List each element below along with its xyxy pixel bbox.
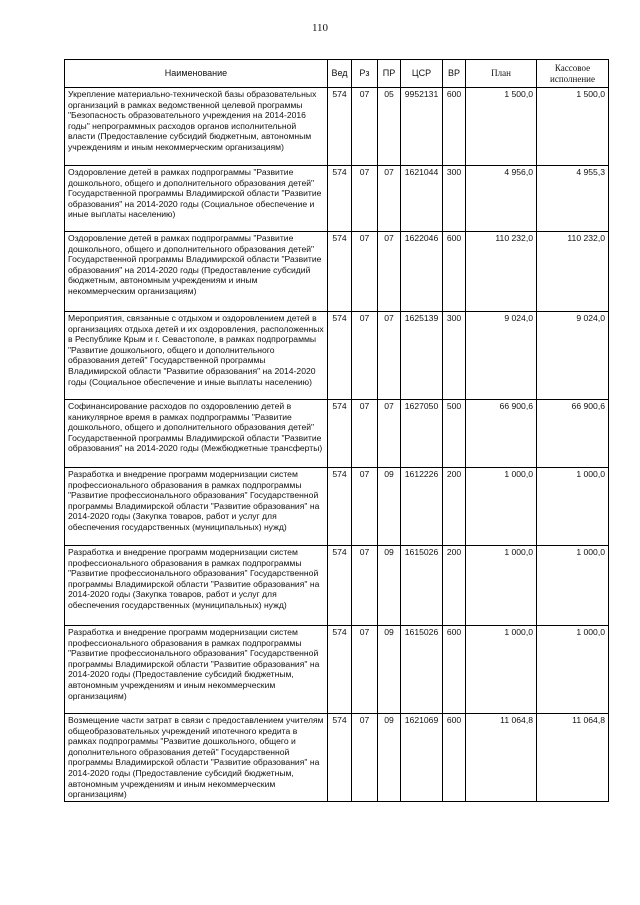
cell-vr: 600 [443, 626, 466, 714]
cell-kassa: 1 000,0 [537, 546, 609, 626]
cell-rz: 07 [352, 626, 378, 714]
header-row [65, 60, 609, 88]
cell-pr: 09 [378, 468, 401, 546]
table-row [65, 626, 609, 714]
header-kassa: Кассовое исполнение [537, 60, 609, 88]
cell-ved: 574 [328, 626, 352, 714]
cell-plan: 66 900,6 [466, 400, 537, 468]
cell-csr: 1615026 [401, 626, 443, 714]
cell-vr: 200 [443, 546, 466, 626]
table-row [65, 400, 609, 468]
cell-kassa: 4 955,3 [537, 166, 609, 232]
cell-vr: 600 [443, 714, 466, 802]
cell-name: Мероприятия, связанные с отдыхом и оздоровлением детей в организациях отдыха детей и их оздоровления, расположенных в Республике Крым и г. Севастополе, в рамках подпрограммы "Развитие дошкольного, общего и дополнительного образования детей" Государственной программы Владимирской области "Развитие образования" на 2014-2020 годы (Социальное обеспечение и иные выплаты населению) [65, 312, 328, 400]
cell-rz: 07 [352, 714, 378, 802]
cell-name: Разработка и внедрение программ модернизации систем профессионального образования в рамках подпрограммы "Развитие профессионального образования" Государственной программы Владимирской области "Развитие образования" на 2014-2020 годы (Предоставление субсидий бюджетным, автономным учреждениям и иным некоммерческим организациям) [65, 626, 328, 714]
cell-ved: 574 [328, 312, 352, 400]
cell-vr: 200 [443, 468, 466, 546]
cell-name: Возмещение части затрат в связи с предоставлением учителям общеобразовательных учреждений ипотечного кредита в рамках подпрограммы "Развитие дошкольного, общего и дополнительного образования детей" Государственной программы Владимирской области "Развитие образования" на 2014-2020 годы (Предоставление субсидий бюджетным, автономным учреждениям и иным некоммерческим организациям) [65, 714, 328, 802]
table-row [65, 714, 609, 802]
header-plan: План [466, 60, 537, 88]
cell-pr: 09 [378, 546, 401, 626]
cell-vr: 300 [443, 312, 466, 400]
header-csr: ЦСР [401, 60, 443, 88]
cell-ved: 574 [328, 468, 352, 546]
table-row [65, 88, 609, 166]
table-row [65, 232, 609, 312]
cell-ved: 574 [328, 166, 352, 232]
cell-kassa: 9 024,0 [537, 312, 609, 400]
table-row [65, 546, 609, 626]
cell-csr: 1625139 [401, 312, 443, 400]
cell-ved: 574 [328, 232, 352, 312]
cell-ved: 574 [328, 88, 352, 166]
cell-csr: 9952131 [401, 88, 443, 166]
cell-csr: 1612226 [401, 468, 443, 546]
cell-csr: 1621069 [401, 714, 443, 802]
cell-pr: 07 [378, 232, 401, 312]
cell-vr: 600 [443, 232, 466, 312]
cell-plan: 9 024,0 [466, 312, 537, 400]
cell-pr: 09 [378, 626, 401, 714]
cell-name: Оздоровление детей в рамках подпрограммы "Развитие дошкольного, общего и дополнительного образования детей" Государственной программы Владимирской области "Развитие образования" на 2014-2020 годы (Социальное обеспечение и иные выплаты населению) [65, 166, 328, 232]
cell-name: Разработка и внедрение программ модернизации систем профессионального образования в рамках подпрограммы "Развитие профессионального образования" Государственной программы Владимирской области "Развитие образования" на 2014-2020 годы (Закупка товаров, работ и услуг для обеспечения государственных (муниципальных) нужд) [65, 546, 328, 626]
cell-plan: 1 000,0 [466, 626, 537, 714]
cell-rz: 07 [352, 312, 378, 400]
cell-csr: 1622046 [401, 232, 443, 312]
header-rz: Рз [352, 60, 378, 88]
cell-kassa: 1 500,0 [537, 88, 609, 166]
cell-name: Укрепление материально-технической базы образовательных организаций в рамках ведомственной целевой программы "Безопасность образовательного учреждения на 2014-2016 годы" непрограммных расходов органов исполнительной власти (Предоставление субсидий бюджетным, автономным учреждениям и иным некоммерческим организациям) [65, 88, 328, 166]
table-row [65, 166, 609, 232]
cell-plan: 1 000,0 [466, 546, 537, 626]
cell-ved: 574 [328, 714, 352, 802]
cell-plan: 4 956,0 [466, 166, 537, 232]
cell-ved: 574 [328, 400, 352, 468]
cell-kassa: 1 000,0 [537, 626, 609, 714]
cell-pr: 07 [378, 166, 401, 232]
cell-rz: 07 [352, 232, 378, 312]
cell-vr: 300 [443, 166, 466, 232]
cell-ved: 574 [328, 546, 352, 626]
header-name: Наименование [65, 60, 328, 88]
header-ved: Вед [328, 60, 352, 88]
cell-pr: 09 [378, 714, 401, 802]
cell-rz: 07 [352, 400, 378, 468]
cell-rz: 07 [352, 468, 378, 546]
cell-csr: 1621044 [401, 166, 443, 232]
cell-name: Разработка и внедрение программ модернизации систем профессионального образования в рамках подпрограммы "Развитие профессионального образования" Государственной программы Владимирской области "Развитие образования" на 2014-2020 годы (Закупка товаров, работ и услуг для обеспечения государственных (муниципальных) нужд) [65, 468, 328, 546]
cell-rz: 07 [352, 166, 378, 232]
cell-vr: 500 [443, 400, 466, 468]
cell-plan: 11 064,8 [466, 714, 537, 802]
cell-pr: 07 [378, 400, 401, 468]
page-number: 110 [311, 22, 329, 34]
cell-csr: 1627050 [401, 400, 443, 468]
cell-rz: 07 [352, 546, 378, 626]
cell-kassa: 11 064,8 [537, 714, 609, 802]
header-vr: ВР [443, 60, 466, 88]
cell-name: Оздоровление детей в рамках подпрограммы "Развитие дошкольного, общего и дополнительного образования детей" Государственной программы Владимирской области "Развитие образования" на 2014-2020 годы (Предоставление субсидий бюджетным, автономным учреждениям и иным некоммерческим организациям) [65, 232, 328, 312]
cell-plan: 110 232,0 [466, 232, 537, 312]
cell-vr: 600 [443, 88, 466, 166]
cell-plan: 1 500,0 [466, 88, 537, 166]
table-row [65, 468, 609, 546]
budget-table [64, 59, 609, 802]
table-row [65, 312, 609, 400]
cell-kassa: 110 232,0 [537, 232, 609, 312]
cell-plan: 1 000,0 [466, 468, 537, 546]
cell-rz: 07 [352, 88, 378, 166]
cell-name: Софинансирование расходов по оздоровлению детей в каникулярное время в рамках подпрограммы "Развитие дошкольного, общего и дополнительного образования детей" Государственной программы Владимирской области "Развитие образования" на 2014-2020 годы (Межбюджетные трансферты) [65, 400, 328, 468]
cell-csr: 1615026 [401, 546, 443, 626]
header-pr: ПР [378, 60, 401, 88]
cell-kassa: 66 900,6 [537, 400, 609, 468]
cell-pr: 05 [378, 88, 401, 166]
cell-pr: 07 [378, 312, 401, 400]
cell-kassa: 1 000,0 [537, 468, 609, 546]
